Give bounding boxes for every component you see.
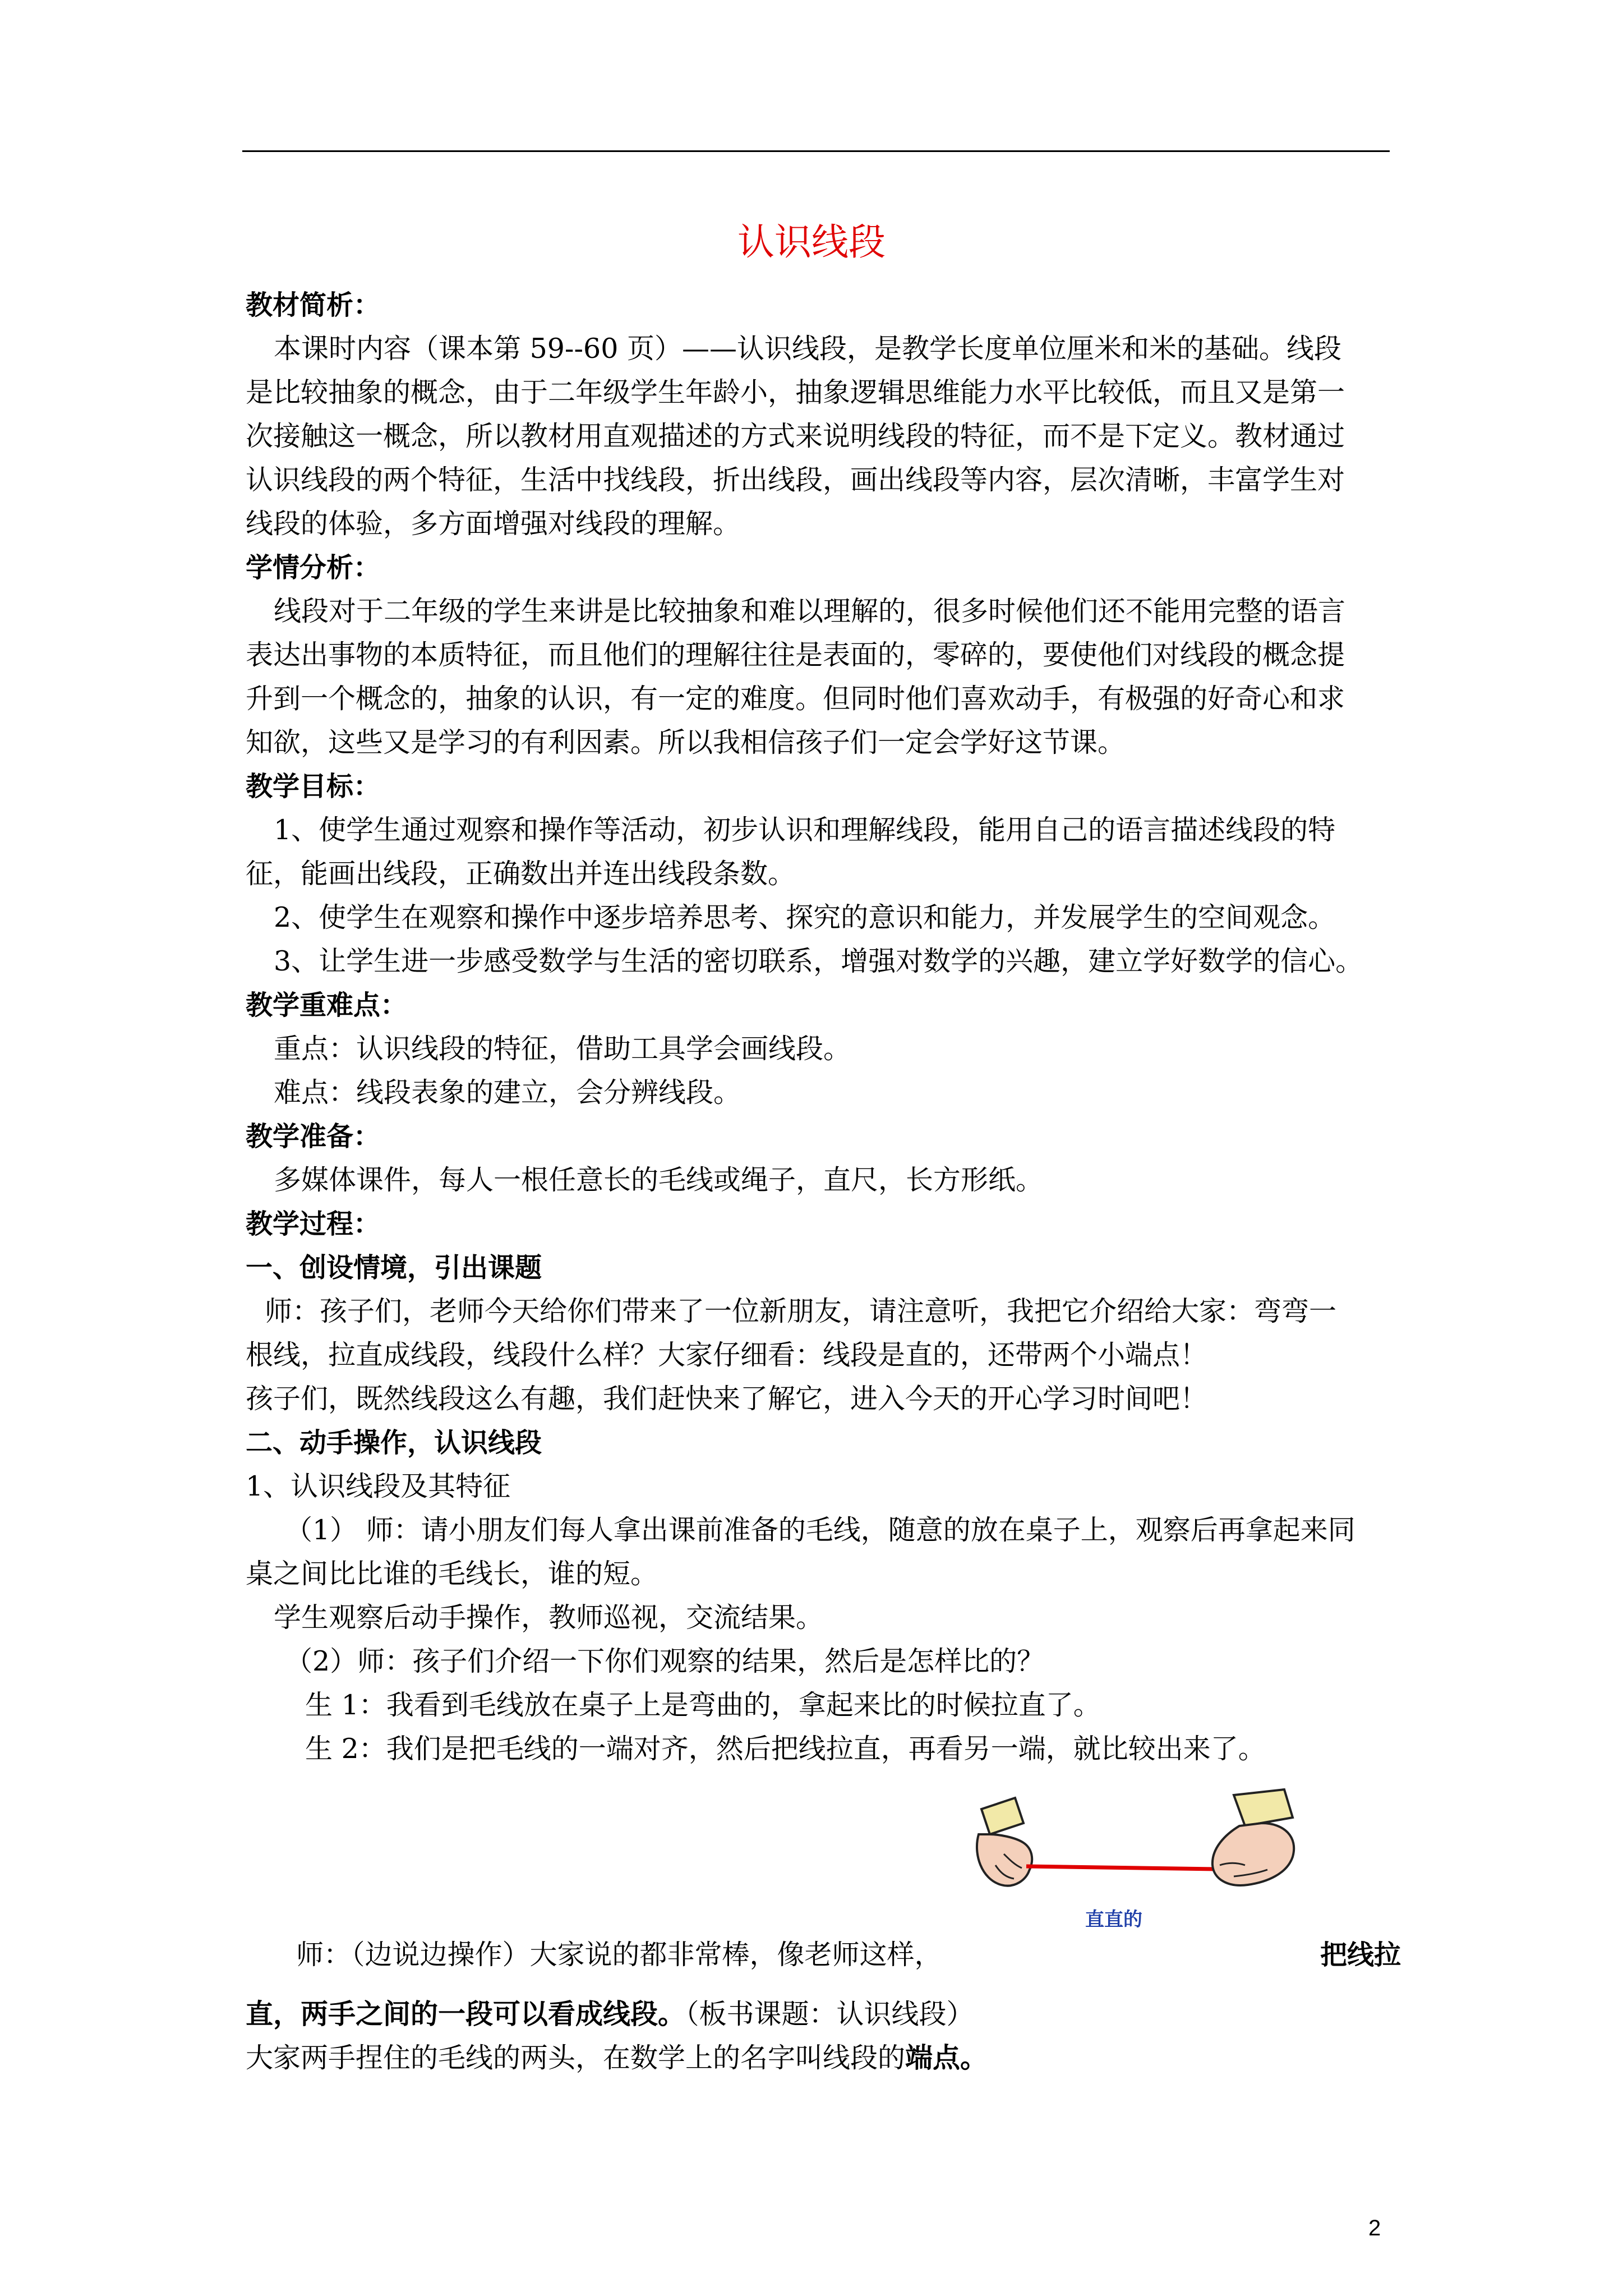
paragraph-line: 征，能画出线段，正确数出并连出线段条数。 [246, 858, 796, 890]
paragraph-line: 生 2：我们是把毛线的一端对齐，然后把线拉直，再看另一端，就比较出来了。 [305, 1733, 1266, 1765]
teacher-demo-line [246, 1933, 1401, 1977]
paragraph-line: 知欲，这些又是学习的有利因素。所以我相信孩子们一定会学好这节课。 [246, 726, 1126, 758]
paragraph-line: （1） 师：请小朋友们每人拿出课前准备的毛线，随意的放在桌子上，观察后再拿起来同 [285, 1514, 1355, 1546]
paragraph-line: （2）师：孩子们介绍一下你们观察的结果，然后是怎样比的？ [285, 1645, 1045, 1677]
paragraph-line: 孩子们，既然线段这么有趣，我们赶快来了解它，进入今天的开心学习时间吧！ [246, 1383, 1208, 1415]
subsection-heading: 一、创设情境，引出课题 [246, 1252, 542, 1283]
right-hand-icon [1212, 1789, 1294, 1885]
paragraph-line: 线段的体验，多方面增强对线段的理解。 [246, 508, 741, 540]
paragraph-line: 难点：线段表象的建立，会分辨线段。 [274, 1076, 741, 1108]
page-number: 2 [1368, 2216, 1381, 2240]
paragraph-line: 重点：认识线段的特征，借助工具学会画线段。 [274, 1033, 851, 1065]
paragraph-line: 师：（边说边操作）大家说的都非常棒，像老师这样， [296, 1939, 942, 1971]
plain-text: （板书课题：认识线段） [685, 1998, 974, 2030]
paragraph-line [246, 1993, 1401, 2036]
section-heading-preparation: 教学准备： [246, 1121, 381, 1152]
paragraph-line: 2、使学生在观察和操作中逐步培养思考、探究的意识和能力，并发展学生的空间观念。 [274, 901, 1336, 933]
paragraph-line: 认识线段的两个特征，生活中找线段，折出线段，画出线段等内容，层次清晰，丰富学生对 [246, 464, 1345, 496]
document-tail [246, 1993, 1401, 2080]
section-heading-students: 学情分析： [246, 552, 381, 583]
document-body [246, 283, 1401, 1771]
section-heading-goals: 教学目标： [246, 771, 381, 802]
plain-text: 大家两手捏住的毛线的两头，在数学上的名字叫线段的 [246, 2042, 906, 2074]
paragraph-line: 学生观察后动手操作，教师巡视，交流结果。 [274, 1602, 824, 1634]
paragraph-line: 1、认识线段及其特征 [246, 1470, 511, 1502]
paragraph-line: 线段对于二年级的学生来讲是比较抽象和难以理解的，很多时候他们还不能用完整的语言 [274, 595, 1346, 627]
page-title: 认识线段 [737, 220, 886, 264]
paragraph-line-bold-end: 把线拉 [1320, 1939, 1401, 1971]
subsection-heading: 二、动手操作，认识线段 [246, 1427, 542, 1458]
paragraph-line: 多媒体课件，每人一根任意长的毛线或绳子，直尺，长方形纸。 [274, 1164, 1044, 1196]
section-heading-materials: 教材简析： [246, 289, 381, 321]
bold-text: 端点。 [905, 2042, 988, 2074]
bold-text: 直，两手之间的一段可以看成线段。 [246, 1998, 686, 2030]
header-rule [242, 150, 1390, 152]
section-heading-process: 教学过程： [246, 1208, 381, 1240]
hands-holding-thread-illustration [970, 1781, 1307, 1932]
paragraph-line: 表达出事物的本质特征，而且他们的理解往往是表面的，零碎的，要使他们对线段的概念提 [246, 639, 1345, 671]
paragraph-line: 桌之间比比谁的毛线长，谁的短。 [246, 1558, 658, 1590]
paragraph-line: 是比较抽象的概念，由于二年级学生年龄小，抽象逻辑思维能力水平比较低，而且又是第一 [246, 376, 1345, 408]
paragraph-line [246, 2036, 1401, 2080]
illustration-caption: 直直的 [1085, 1908, 1142, 1931]
paragraph-line: 本课时内容（课本第 59--60 页）——认识线段，是教学长度单位厘米和米的基础。线段 [274, 333, 1341, 365]
left-hand-icon [977, 1798, 1032, 1886]
paragraph-line: 3、让学生进一步感受数学与生活的密切联系，增强对数学的兴趣，建立学好数学的信心。 [274, 945, 1363, 977]
straight-thread-line [1026, 1866, 1217, 1869]
paragraph-line: 升到一个概念的，抽象的认识，有一定的难度。但同时他们喜欢动手，有极强的好奇心和求 [246, 683, 1345, 715]
paragraph-line: 师：孩子们，老师今天给你们带来了一位新朋友，请注意听，我把它介绍给大家：弯弯一 [265, 1295, 1337, 1327]
section-heading-key-points: 教学重难点： [246, 990, 408, 1021]
paragraph-line: 生 1：我看到毛线放在桌子上是弯曲的，拿起来比的时候拉直了。 [305, 1689, 1101, 1721]
paragraph-line: 次接触这一概念，所以教材用直观描述的方式来说明线段的特征，而不是下定义。教材通过 [246, 420, 1345, 452]
paragraph-line: 1、使学生通过观察和操作等活动，初步认识和理解线段，能用自己的语言描述线段的特 [274, 814, 1336, 846]
paragraph-line: 根线，拉直成线段，线段什么样？大家仔细看：线段是直的，还带两个小端点！ [246, 1339, 1208, 1371]
